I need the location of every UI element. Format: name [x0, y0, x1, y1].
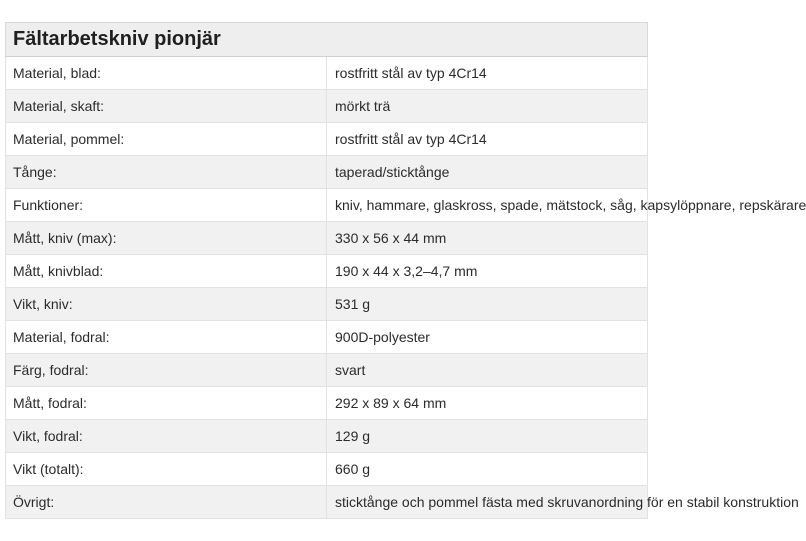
spec-table	[5, 22, 806, 519]
row-label: Tånge:	[6, 156, 327, 189]
row-label: Mått, kniv (max):	[6, 222, 327, 255]
table-row	[6, 123, 648, 156]
row-value: 190 x 44 x 3,2–4,7 mm	[327, 255, 648, 288]
table-title: Fältarbetskniv pionjär	[6, 23, 648, 57]
row-label: Färg, fodral:	[6, 354, 327, 387]
row-value: taperad/sticktånge	[327, 156, 648, 189]
row-value: 531 g	[327, 288, 648, 321]
row-label: Vikt (totalt):	[6, 453, 327, 486]
row-label: Funktioner:	[6, 189, 327, 222]
row-value: 330 x 56 x 44 mm	[327, 222, 648, 255]
table-row	[6, 387, 648, 420]
table-row	[6, 222, 648, 255]
row-value: 292 x 89 x 64 mm	[327, 387, 648, 420]
row-label: Material, blad:	[6, 57, 327, 90]
row-label: Övrigt:	[6, 486, 327, 519]
row-label: Vikt, fodral:	[6, 420, 327, 453]
row-label: Mått, fodral:	[6, 387, 327, 420]
table-row	[6, 321, 648, 354]
table-row	[6, 57, 648, 90]
table-row	[6, 255, 648, 288]
table-row	[6, 486, 648, 519]
title-row	[6, 23, 648, 57]
row-value: 900D-polyester	[327, 321, 648, 354]
row-value: mörkt trä	[327, 90, 648, 123]
table-row	[6, 90, 648, 123]
row-value: kniv, hammare, glaskross, spade, mätstock, såg, kapsylöppnare, repskärare	[327, 189, 648, 222]
row-label: Vikt, kniv:	[6, 288, 327, 321]
row-value: rostfritt stål av typ 4Cr14	[327, 57, 648, 90]
table-row	[6, 189, 648, 222]
row-label: Material, fodral:	[6, 321, 327, 354]
row-value: 660 g	[327, 453, 648, 486]
table-row	[6, 288, 648, 321]
table-row	[6, 420, 648, 453]
row-value: 129 g	[327, 420, 648, 453]
row-value: rostfritt stål av typ 4Cr14	[327, 123, 648, 156]
row-value: sticktånge och pommel fästa med skruvanordning för en stabil konstruktion	[327, 486, 648, 519]
row-label: Material, skaft:	[6, 90, 327, 123]
row-label: Mått, knivblad:	[6, 255, 327, 288]
row-label: Material, pommel:	[6, 123, 327, 156]
row-value: svart	[327, 354, 648, 387]
table-row	[6, 453, 648, 486]
table-row	[6, 354, 648, 387]
table-row	[6, 156, 648, 189]
